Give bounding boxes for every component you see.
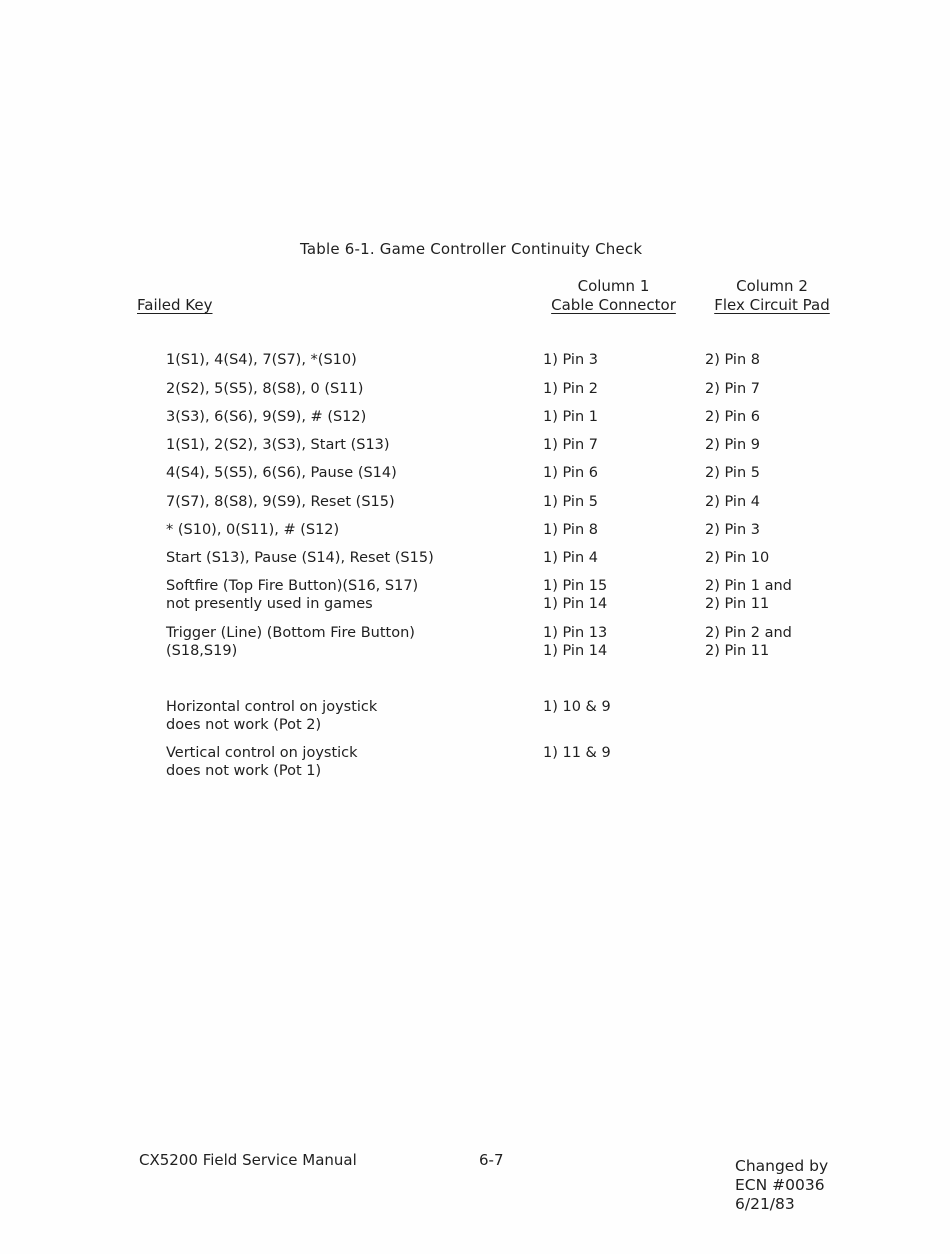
- table-row-col1: 1) Pin 2: [543, 381, 598, 397]
- table-row-key: Trigger (Line) (Bottom Fire Button) (S18,S19): [166, 625, 415, 659]
- table-row-key: 7(S7), 8(S8), 9(S9), Reset (S15): [166, 494, 395, 510]
- table-row-col1: 1) Pin 13 1) Pin 14: [543, 625, 608, 659]
- table-row-key: 2(S2), 5(S5), 8(S8), 0 (S11): [166, 381, 364, 397]
- table-row-col2: 2) Pin 5: [705, 465, 760, 481]
- column1-header: [542, 277, 685, 315]
- table-row-col2: 2) Pin 7: [705, 381, 760, 397]
- table-row-key: * (S10), 0(S11), # (S12): [166, 522, 340, 538]
- column1-header-number: Column 1: [577, 277, 650, 295]
- table-row-col2: 2) Pin 9: [705, 437, 760, 453]
- table-row-col1: 1) Pin 4: [543, 550, 598, 566]
- table-row-col1: 1) Pin 8: [543, 522, 598, 538]
- table-row-col1: 1) 10 & 9: [543, 699, 611, 715]
- table-row-key: Vertical control on joystick does not work (Pot 1): [166, 745, 358, 779]
- table-row-col1: 1) Pin 1: [543, 409, 598, 425]
- column1-header-label: Cable Connector: [551, 296, 676, 314]
- table-row-key: Softfire (Top Fire Button)(S16, S17) not presently used in games: [166, 578, 419, 612]
- table-row-key: Start (S13), Pause (S14), Reset (S15): [166, 550, 434, 566]
- table-row-col2: 2) Pin 2 and 2) Pin 11: [705, 625, 792, 659]
- table-row-col1: 1) Pin 15 1) Pin 14: [543, 578, 608, 612]
- table-row-col1: 1) 11 & 9: [543, 745, 611, 761]
- table-row-col2: 2) Pin 6: [705, 409, 760, 425]
- table-row-col2: 2) Pin 3: [705, 522, 760, 538]
- table-row-col2: 2) Pin 8: [705, 352, 760, 368]
- table-row-col2: 2) Pin 1 and 2) Pin 11: [705, 578, 792, 612]
- footer-change-note: Changed by ECN #0036 6/21/83: [735, 1157, 829, 1213]
- table-row-col1: 1) Pin 3: [543, 352, 598, 368]
- table-row-key: 4(S4), 5(S5), 6(S6), Pause (S14): [166, 465, 397, 481]
- column2-header-label: Flex Circuit Pad: [714, 296, 830, 314]
- failed-key-header: Failed Key: [137, 296, 213, 314]
- column2-header: [703, 277, 841, 315]
- column2-header-number: Column 2: [736, 277, 808, 295]
- table-row-col2: 2) Pin 4: [705, 494, 760, 510]
- table-row-key: 1(S1), 4(S4), 7(S7), *(S10): [166, 352, 357, 368]
- table-row-col1: 1) Pin 5: [543, 494, 598, 510]
- table-title: Table 6-1. Game Controller Continuity Check: [300, 240, 643, 258]
- table-row-col1: 1) Pin 6: [543, 465, 598, 481]
- table-row-col1: 1) Pin 7: [543, 437, 598, 453]
- table-row-key: Horizontal control on joystick does not work (Pot 2): [166, 699, 378, 733]
- table-row-key: 3(S3), 6(S6), 9(S9), # (S12): [166, 409, 367, 425]
- footer-page-number: 6-7: [479, 1151, 504, 1169]
- table-row-key: 1(S1), 2(S2), 3(S3), Start (S13): [166, 437, 390, 453]
- table-row-col2: 2) Pin 10: [705, 550, 770, 566]
- footer-manual-title: CX5200 Field Service Manual: [139, 1151, 357, 1169]
